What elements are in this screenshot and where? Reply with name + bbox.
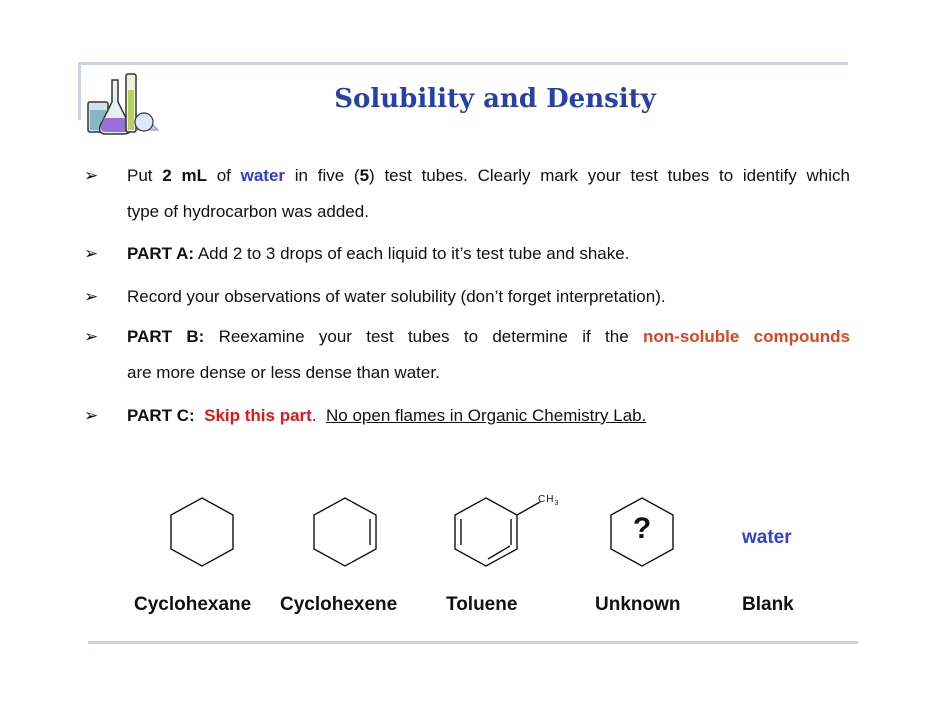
label-toluene: Toluene xyxy=(446,594,518,615)
arrow-bullet-icon: ➢ xyxy=(84,166,99,185)
bullet-3-text: Record your observations of water solubility (don’t forget interpretation). xyxy=(127,287,666,306)
cyclohexene-structure xyxy=(307,494,383,570)
bullet-1-text: Put 2 mL of water in five (5) test tubes. Clearly mark your test tubes to identify which xyxy=(127,166,850,185)
bullet-4-text: PART B: Reexamine your test tubes to determine if the non-soluble compounds xyxy=(127,327,850,346)
frame-top-line xyxy=(78,62,848,65)
toluene-substituent: $CH_3$ xyxy=(538,494,560,507)
arrow-bullet-icon: ➢ xyxy=(84,287,99,306)
bullet-1-line2: type of hydrocarbon was added. xyxy=(127,202,369,221)
label-blank: Blank xyxy=(742,594,794,615)
toluene-structure xyxy=(448,494,542,570)
arrow-bullet-icon: ➢ xyxy=(84,244,99,263)
bullet-5-text: PART C: Skip this part. No open flames in Organic Chemistry Lab. xyxy=(127,406,647,425)
unknown-question-mark: ? xyxy=(632,512,652,545)
blank-water-label: water xyxy=(742,527,792,548)
bullet-2-text: PART A: Add 2 to 3 drops of each liquid to it’s test tube and shake. xyxy=(127,244,630,263)
bullet-4-line2: are more dense or less dense than water. xyxy=(127,363,440,382)
arrow-bullet-icon: ➢ xyxy=(84,406,99,425)
cyclohexane-structure xyxy=(164,494,240,570)
frame-bottom-line xyxy=(88,641,858,644)
label-unknown: Unknown xyxy=(595,594,681,615)
label-cyclohexane: Cyclohexane xyxy=(134,594,252,615)
arrow-bullet-icon: ➢ xyxy=(84,327,99,346)
label-cyclohexene: Cyclohexene xyxy=(280,594,398,615)
page-title: Solubility and Density xyxy=(334,84,656,114)
